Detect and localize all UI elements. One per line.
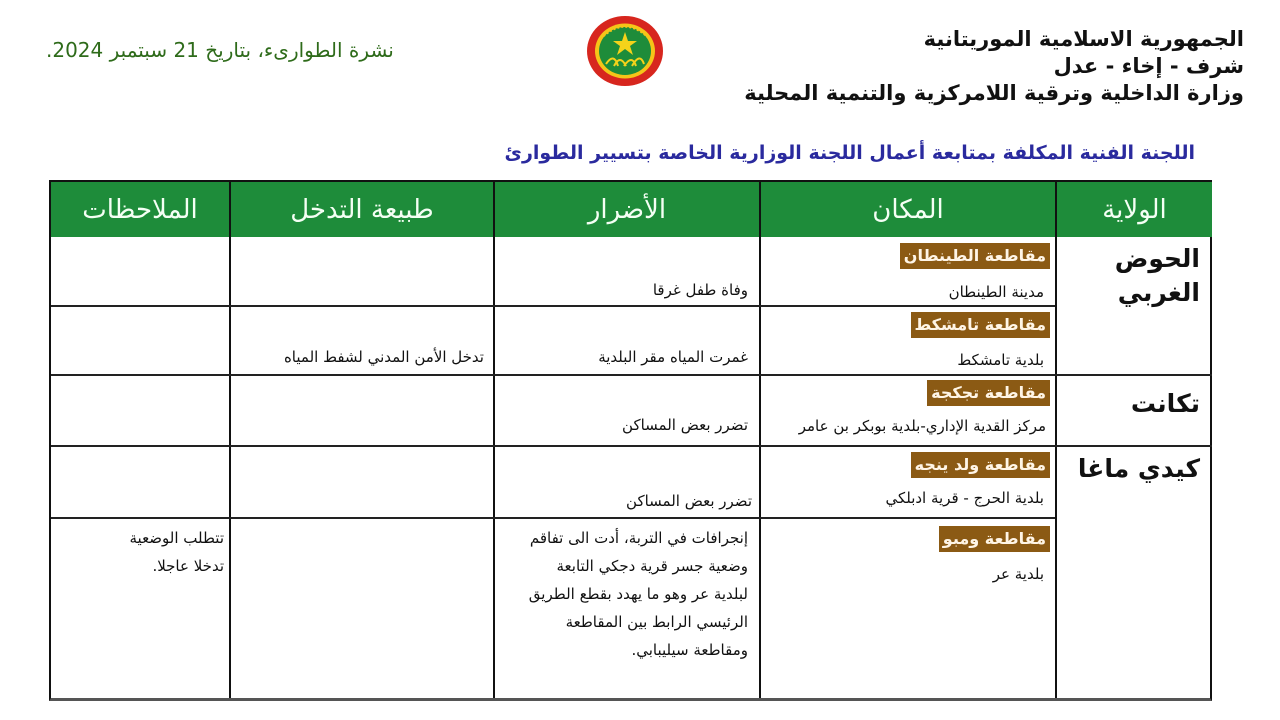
column-header-label: المكان [872, 194, 944, 225]
committee-subtitle: اللجنة الفنية المكلفة بمتابعة أعمال اللجنة الوزارية الخاصة بتسيير الطوارئ [504, 142, 1195, 164]
column-header-label: طبيعة التدخل [290, 194, 434, 225]
wilaya-hodh-gharbi [1115, 242, 1200, 310]
column-header-label: الملاحظات [82, 194, 198, 225]
ministry-name: وزارة الداخلية وترقية اللامركزية والتنمية المحلية [744, 81, 1244, 105]
moughataa-label: مقاطعة تامشكط [911, 312, 1050, 338]
wilaya-guidimakha [1078, 452, 1200, 486]
intervention-text: تدخل الأمن المدني لشفط المياه [283, 348, 484, 366]
damage-text: تضرر بعض المساكن [626, 492, 752, 510]
damage-line: ومقاطعة سيليبابي. [631, 641, 748, 659]
row-divider [51, 445, 1212, 447]
bulletin-date: نشرة الطوارىء، بتاريخ 21 سبتمبر 2024. [46, 38, 394, 62]
column-divider [759, 182, 761, 698]
wilaya-name-line: كيدي ماغا [1077, 454, 1200, 483]
wilaya-name-line: تكانت [1130, 389, 1200, 418]
moughataa-label: مقاطعة الطينطان [900, 243, 1050, 269]
place-text: بلدية عر [992, 565, 1044, 583]
moughataa-label: مقاطعة ولد ينجه [911, 452, 1050, 478]
damage-text: وفاة طفل غرقا [652, 281, 748, 299]
column-header-intervention [229, 182, 493, 237]
notes-line: تدخلا عاجلا. [152, 557, 224, 575]
damage-text [529, 524, 748, 664]
column-header-place [759, 182, 1055, 237]
column-header-label: الأضرار [587, 194, 667, 225]
column-header-wilaya [1055, 182, 1212, 237]
moughataa-label: مقاطعة ومبو [939, 526, 1050, 552]
damage-line: إنجرافات في التربة، أدت الى تفاقم [529, 529, 748, 547]
place-text: مدينة الطينطان [948, 283, 1044, 301]
place-text: بلدية الحرج - قرية ادبلكي [885, 489, 1044, 507]
damage-line: وضعية جسر قرية دجكي التابعة [556, 557, 748, 575]
column-divider [1055, 182, 1057, 698]
damage-text: تضرر بعض المساكن [622, 416, 748, 434]
notes-text [130, 524, 225, 580]
national-motto: شرف - إخاء - عدل [1053, 54, 1244, 78]
moughataa-label: مقاطعة تجكجة [927, 380, 1050, 406]
wilaya-name-line: الغربي [1117, 278, 1200, 307]
row-divider [51, 305, 1055, 307]
emergency-table [49, 180, 1212, 701]
damage-line: الرئيسي الرابط بين المقاطعة [565, 613, 748, 631]
letterhead [744, 26, 1244, 107]
notes-line: تتطلب الوضعية [129, 529, 224, 547]
column-header-damage [493, 182, 759, 237]
damage-line: لبلدية عر وهو ما يهدد بقطع الطريق [528, 585, 748, 603]
damage-text: غمرت المياه مقر البلدية [598, 348, 748, 366]
column-header-label: الولاية [1102, 194, 1167, 225]
coat-of-arms-icon [584, 14, 666, 88]
column-divider [493, 182, 495, 698]
row-divider [51, 374, 1212, 376]
wilaya-name-line: الحوض [1114, 244, 1200, 273]
row-divider [51, 517, 1055, 519]
country-name: الجمهورية الاسلامية الموريتانية [923, 27, 1244, 51]
place-text: بلدية تامشكط [957, 351, 1044, 369]
column-header-notes [51, 182, 229, 237]
column-divider [229, 182, 231, 698]
place-text: مركز القدية الإداري-بلدية بوبكر بن عامر [798, 417, 1046, 435]
wilaya-tagant [1131, 387, 1200, 421]
